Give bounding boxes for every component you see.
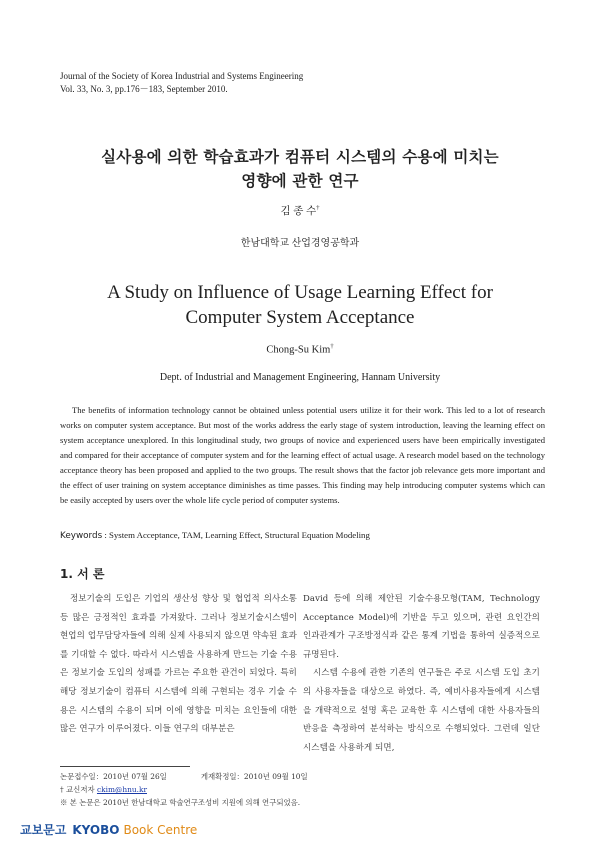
- watermark-brand: KYOBO: [72, 823, 120, 837]
- english-author: [40, 343, 560, 356]
- watermark-sub: Book Centre: [123, 823, 198, 837]
- english-title-line2: Computer System Acceptance: [185, 307, 415, 328]
- korean-title-line1: 실사용에 의한 학습효과가 컴퓨터 시스템의 수용에 미치는: [101, 148, 499, 166]
- journal-volume: Vol. 33, No. 3, pp.176－183, September 2010.: [60, 84, 228, 94]
- footnote-dates: [60, 770, 308, 783]
- section-title: 서 론: [77, 567, 105, 581]
- journal-name: Journal of the Society of Korea Industrial and Systems Engineering: [60, 71, 304, 81]
- korean-title: [40, 145, 560, 193]
- corresponding-label: † 교신저자: [60, 785, 95, 794]
- section-number: 1.: [60, 567, 73, 581]
- body-left-column: [60, 590, 297, 739]
- section-heading: [60, 565, 104, 582]
- keywords-label: Keywords: [60, 531, 103, 541]
- keywords-text: System Acceptance, TAM, Learning Effect, Structural Equation Modeling: [109, 530, 370, 540]
- body-paragraph: David 등에 의해 제안된 기술수용모형(TAM, Technology Acceptance Model)에 기반을 두고 있으며, 관련 요인간의 인과관계가 구조방정식과 같은 통계 기법을 통하여 실증적으로 규명된다.: [303, 594, 540, 660]
- body-right-column: [303, 590, 540, 757]
- corresponding-mark: †: [316, 204, 320, 212]
- korean-author: [40, 203, 560, 218]
- korean-author-name: 김 종 수: [280, 206, 317, 217]
- english-title-line1: A Study on Influence of Usage Learning Effect for: [107, 282, 493, 303]
- abstract: The benefits of information technology cannot be obtained unless potential users utilize it for their work. This led to a lot of research works on computer system acceptance. But most of the works address the early stage of system introduction, leaving the learning effect on system acceptance unexplored. In this longitudinal study, two groups of novice and experienced users have been empirically investigated and compared for their acceptance of computer system and for the learning effect of actual usage. A research model based on the technology acceptance theory has been proposed and applied to the two groups. The result shows that the factor job relevance gets more important and the effect of user training on system acceptance diminishes as time passes. This finding may help introducing computer systems which can be easily accepted by users over the whole life cycle period of computer systems.: [60, 405, 545, 505]
- confirmed-date: 게재확정일：2010년 09월 10일: [200, 772, 308, 781]
- footnote-corresponding: [60, 783, 308, 796]
- footnote-divider: [60, 766, 190, 767]
- korean-title-line2: 영향에 관한 연구: [241, 172, 359, 190]
- journal-header: [60, 70, 303, 96]
- english-author-name: Chong-Su Kim: [266, 344, 331, 356]
- footnote-funding: ※ 본 논문은 2010년 한남대학교 학술연구조성비 지원에 의해 연구되었음.: [60, 798, 301, 807]
- body-paragraph: 정보기술의 도입은 기업의 생산성 향상 및 협업적 의사소통 등 많은 긍정적인 효과를 가져왔다. 그러나 정보기술시스템이 현업의 업무담당자들에 의해 실제 사용되지 않으면 약속된 효과를 기대할 수 없다. 따라서 시스템을 사용하게 만드는 기술 수용은 정보기술 도입의 성패를 가르는 주요한 관건이 되었다. 특히 해당 정보기술이 컴퓨터 시스템에 의해 구현되는 경우 기술 수용은 시스템의 수용이 되며 이에 영향을 미치는 요인들에 대한 많은 연구가 이루어졌다. 이들 연구의 대부분은: [60, 594, 297, 735]
- keywords-separator: :: [102, 530, 109, 540]
- english-affiliation: Dept. of Industrial and Management Engineering, Hannam University: [159, 372, 441, 383]
- footnotes: [60, 770, 308, 809]
- korean-affiliation: 한남대학교 산업경영공학과: [240, 238, 360, 249]
- english-corresponding-mark: †: [330, 343, 334, 350]
- received-date: 논문접수일：2010년 07월 26일: [60, 772, 167, 781]
- english-title: [40, 280, 560, 330]
- body-paragraph: 시스템 수용에 관한 기존의 연구들은 주로 시스템 도입 초기의 사용자들을 대상으로 하였다. 즉, 예비사용자들에게 시스템을 개략적으로 설명 혹은 교육한 후 시스템에 대한 사용자들의 반응을 측정하여 분석하는 방식으로 수행되었다. 그런데 일단 시스템을 사용하게 되면,: [303, 668, 540, 753]
- email-link[interactable]: ckim@hnu.kr: [96, 785, 147, 794]
- kyobo-watermark: [20, 821, 197, 838]
- keywords: [60, 530, 370, 541]
- watermark-logo: 교보문고: [20, 823, 67, 837]
